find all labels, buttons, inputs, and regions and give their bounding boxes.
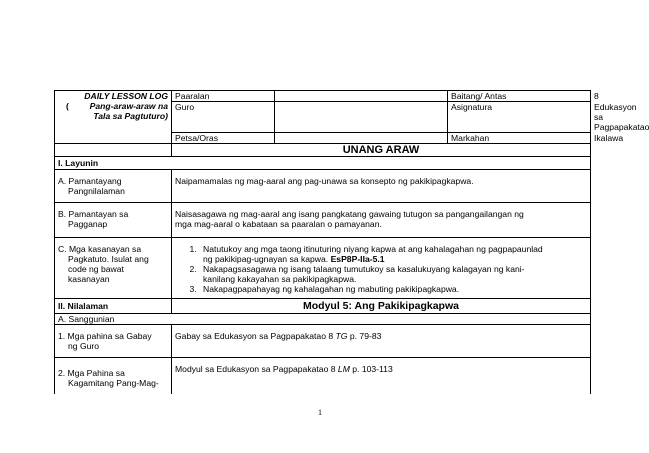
label-line: kasanayan <box>68 274 110 284</box>
header-label-paaralan: Paaralan <box>172 91 275 102</box>
row-gabay <box>55 325 591 358</box>
text-kagamitan <box>172 358 591 395</box>
page-number: 1 <box>318 408 322 417</box>
label-line: 1. Mga pahina sa Gabay <box>58 331 152 341</box>
row-nilalaman <box>55 299 591 314</box>
competency-code: EsP8P-IIa-5.1 <box>330 254 385 264</box>
header-label-baitang: Baitang/ Antas <box>448 91 591 102</box>
log-title-line2-wrap <box>58 101 168 111</box>
label-line: code ng bawat <box>68 264 124 274</box>
objectives-cell <box>172 238 591 299</box>
row-kagamitan <box>55 358 591 395</box>
objective-line: ng pakikipag-ugnayan sa kapwa. <box>203 254 329 264</box>
label-pamantayang-pangnilalaman <box>55 170 172 203</box>
reference-pages: p. 103-113 <box>349 364 393 374</box>
label-line: A. Pamantayang <box>58 176 122 186</box>
label-kasanayan <box>55 238 172 299</box>
reference-text: Gabay sa Edukasyon sa Pagpapakatao 8 <box>175 331 336 341</box>
header-label-asignatura: Asignatura <box>448 102 591 133</box>
section-sanggunian: A. Sanggunian <box>55 314 591 325</box>
reference-abbr: TG <box>335 331 348 341</box>
label-line: ng Guro <box>68 341 100 351</box>
header-label-petsa: Petsa/Oras <box>172 133 275 144</box>
header-row-petsa: Petsa/Oras Markahan Ikalawa <box>55 133 591 144</box>
label-pamantayan-pagganap <box>55 203 172 238</box>
objective-item <box>199 244 587 264</box>
label-line: 2. Mga Pahina sa <box>58 368 125 378</box>
row-sanggunian <box>55 314 591 325</box>
objective-item <box>199 264 587 284</box>
text-line: mga mag-aaral o kabataan sa paaralan o pamayanan. <box>175 219 382 229</box>
header-value-guro <box>275 102 448 133</box>
day-title-row <box>55 144 591 157</box>
day-title-blank <box>55 144 172 157</box>
label-line: C. Mga kasanayan sa <box>58 244 142 254</box>
text-pamantayan-pagganap <box>172 203 591 238</box>
reference-pages: p. 79-83 <box>347 331 382 341</box>
label-line: Pagganap <box>68 219 108 229</box>
section-layunin: I. Layunin <box>55 157 591 170</box>
text-pamantayang-pangnilalaman: Naipamamalas ng mag-aaral ang pag-unawa sa konsepto ng pakikipagkapwa. <box>172 170 591 203</box>
reference-abbr: LM <box>337 364 350 374</box>
row-pamantayang-pangnilalaman <box>55 170 591 203</box>
log-title-cell <box>55 91 172 144</box>
log-paren: ( <box>66 101 69 111</box>
label-line: B. Pamantayan sa <box>58 209 129 219</box>
label-line: Pagkatuto. Isulat ang <box>68 254 149 264</box>
module-title: Modyul 5: Ang Pakikipagkapwa <box>172 299 591 314</box>
log-title-line2: Pang-araw-araw na <box>89 101 168 111</box>
objectives-list <box>175 244 587 294</box>
section-nilalaman: II. Nilalaman <box>55 299 172 314</box>
header-value-petsa <box>275 133 448 144</box>
log-title-line3: Tala sa Pagtuturo) <box>93 111 168 121</box>
header-row-guro: Guro Asignatura Edukasyon sa Pagpapakatao <box>55 102 591 133</box>
text-line: Naisasagawa ng mag-aaral ang isang pangkatang gawaing tutugon sa pangangailangan ng <box>175 209 524 219</box>
objective-line: kanilang kakayahan sa pakikipagkapwa. <box>203 274 357 284</box>
section-row-layunin <box>55 157 591 170</box>
objective-item <box>199 284 587 294</box>
header-row-school: DAILY LESSON LOG ( Pang-araw-araw na Tala sa Pagtuturo) Paaralan Baitang/ Antas 8 <box>55 91 591 102</box>
row-kasanayan <box>55 238 591 299</box>
header-value-paaralan <box>275 91 448 102</box>
header-label-guro: Guro <box>172 102 275 133</box>
label-line: Pangnilalaman <box>68 186 125 196</box>
label-gabay <box>55 325 172 358</box>
objective-line: 1. Natutukoy ang mga taong itinuturing niyang kapwa at ang kahalagahan ng pagpapaunlad <box>203 244 543 254</box>
row-pamantayan-pagganap <box>55 203 591 238</box>
reference-text: Modyul sa Edukasyon sa Pagpapakatao 8 <box>175 364 338 374</box>
label-kagamitan <box>55 358 172 395</box>
day-title: UNANG ARAW <box>172 144 591 157</box>
header-label-markahan: Markahan <box>448 133 591 144</box>
text-gabay <box>172 325 591 358</box>
objective-line: 3. Nakapagpapahayag ng kahalagahan ng mabuting pakikipagkapwa. <box>203 284 460 294</box>
label-line: Kagamitang Pang-Mag- <box>68 378 159 388</box>
daily-lesson-log-table <box>54 90 649 394</box>
objective-line: 2. Nakapagsasagawa ng isang talaang tumutukoy sa kasalukuyang kalagayan ng kani- <box>203 264 525 274</box>
log-title-line1: DAILY LESSON LOG <box>84 91 168 101</box>
